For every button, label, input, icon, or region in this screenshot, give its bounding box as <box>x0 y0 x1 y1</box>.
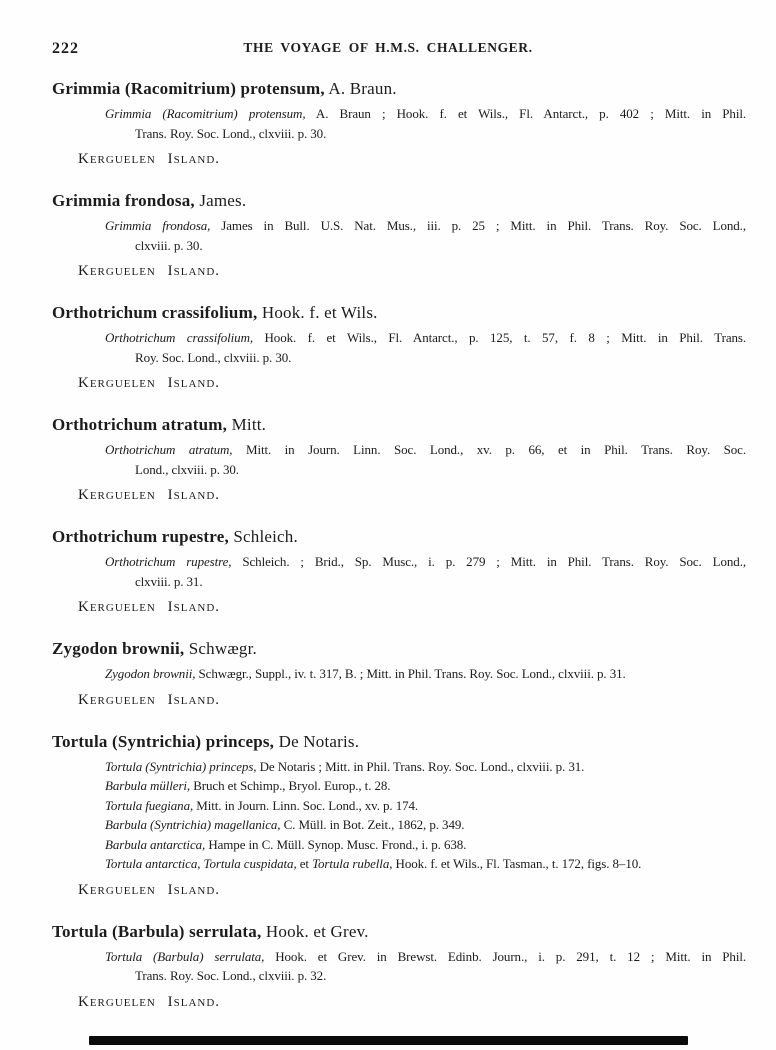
species-author: James. <box>194 191 247 210</box>
species-heading <box>52 638 746 660</box>
synonym-citations <box>52 216 746 255</box>
synonym-citation-line <box>52 216 746 236</box>
synonym-citation-line <box>52 552 746 572</box>
species-name: Orthotrichum rupestre, <box>52 527 229 546</box>
entries <box>52 78 746 1033</box>
taxon-name-italic: Orthotrichum rupestre, <box>105 554 232 569</box>
synonym-citations <box>52 552 746 591</box>
taxon-name-italic: Barbula (Syntrichia) magellanica, <box>105 817 281 832</box>
species-name: Orthotrichum crassifolium, <box>52 303 258 322</box>
species-author: Schwægr. <box>184 639 257 658</box>
citation-text: Lond., clxviii. p. 30. <box>135 461 239 477</box>
citation-text: Schleich. ; Brid., Sp. Musc., i. p. 279 ; Mitt. in Phil. Trans. Roy. Soc. Lond., <box>231 554 746 569</box>
species-heading <box>52 526 746 548</box>
synonym-citation-line <box>52 757 746 777</box>
synonym-citations <box>52 757 746 874</box>
taxon-name-italic: Tortula fuegiana, <box>105 797 194 813</box>
taxon-name-italic: Tortula rubella, <box>312 856 393 871</box>
synonym-citation-line <box>52 947 746 967</box>
citation-text: A. Braun ; Hook. f. et Wils., Fl. Antarct., p. 402 ; Mitt. in Phil. <box>305 106 747 121</box>
taxon-name-italic: Grimmia (Racomitrium) protensum, <box>105 106 306 121</box>
synonym-citation-line <box>52 124 746 144</box>
citation-text: Trans. Roy. Soc. Lond., clxviii. p. 32. <box>135 968 327 983</box>
species-heading <box>52 731 746 753</box>
species-name: Tortula (Syntrichia) princeps, <box>52 731 275 751</box>
species-heading <box>52 78 746 100</box>
species-author: Hook. f. et Wils. <box>257 303 378 322</box>
synonym-citation-line <box>52 572 746 592</box>
species-entry <box>52 302 746 393</box>
species-entry <box>52 190 746 281</box>
synonym-citation-line <box>52 236 746 256</box>
citation-text: James in Bull. U.S. Nat. Mus., iii. p. 25 ; Mitt. in Phil. Trans. Roy. Soc. Lond., <box>210 218 746 233</box>
locality-label: Kerguelen Island. <box>78 487 221 503</box>
synonym-citation-line <box>52 664 746 684</box>
synonym-citation-line <box>52 776 746 796</box>
locality-label: Kerguelen Island. <box>78 151 221 167</box>
locality-label: Kerguelen Island. <box>78 881 221 898</box>
species-entry <box>52 731 746 900</box>
citation-text: Schwægr., Suppl., iv. t. 317, B. ; Mitt. in Phil. Trans. Roy. Soc. Lond., clxviii. p. 31. <box>195 666 626 681</box>
taxon-name-italic: Tortula antarctica, Tortula cuspidata, <box>105 856 297 871</box>
page-number: 222 <box>52 40 79 57</box>
taxon-name-italic: Grimmia frondosa, <box>105 218 211 233</box>
running-header: THE VOYAGE OF H.M.S. CHALLENGER. <box>243 40 533 55</box>
citation-text: Hook. et Grev. in Brewst. Edinb. Journ., i. p. 291, t. 12 ; Mitt. in Phil. <box>264 948 746 964</box>
species-entry <box>52 414 746 505</box>
taxon-name-italic: Barbula antarctica, <box>105 836 206 852</box>
taxon-name-italic: Tortula (Barbula) serrulata, <box>105 948 265 964</box>
synonym-citation-line <box>52 854 746 874</box>
citation-text: Trans. Roy. Soc. Lond., clxviii. p. 30. <box>135 125 327 141</box>
species-author: Hook. et Grev. <box>261 921 369 941</box>
taxon-name-italic: Tortula (Syntrichia) princeps, <box>105 758 257 774</box>
species-author: Schleich. <box>228 527 298 546</box>
synonym-citations <box>52 104 746 143</box>
species-entry <box>52 526 746 617</box>
species-name: Zygodon brownii, <box>52 639 185 658</box>
species-entry <box>52 638 746 710</box>
synonym-citation-line <box>52 815 746 835</box>
citation-text: Mitt. in Journ. Linn. Soc. Lond., xv. p. 66, et in Phil. Trans. Roy. Soc. <box>232 442 746 457</box>
locality-label: Kerguelen Island. <box>78 263 221 279</box>
species-author: Mitt. <box>227 415 267 434</box>
citation-text: Mitt. in Journ. Linn. Soc. Lond., xv. p. 174. <box>193 797 419 813</box>
scan-artifact-bar <box>89 1036 688 1045</box>
species-heading <box>52 302 746 324</box>
species-heading <box>52 921 746 943</box>
citation-text: Hook. f. et Wils., Fl. Tasman., t. 172, figs. 8–10. <box>392 856 642 871</box>
synonym-citation-line <box>52 440 746 460</box>
species-name: Tortula (Barbula) serrulata, <box>52 921 262 941</box>
species-heading <box>52 414 746 436</box>
synonym-citation-line <box>52 328 746 348</box>
taxon-name-italic: Zygodon brownii, <box>105 666 196 681</box>
locality-label: Kerguelen Island. <box>78 375 221 391</box>
citation-text: clxviii. p. 31. <box>135 573 203 589</box>
synonym-citations <box>52 440 746 479</box>
species-name: Grimmia (Racomitrium) protensum, <box>52 79 325 98</box>
species-name: Orthotrichum atratum, <box>52 415 228 434</box>
citation-text: clxviii. p. 30. <box>135 237 203 253</box>
taxon-name-italic: Orthotrichum atratum, <box>105 442 233 457</box>
synonym-citation-line <box>52 835 746 855</box>
locality-label: Kerguelen Island. <box>78 993 221 1010</box>
species-author: A. Braun. <box>324 79 397 98</box>
citation-text: De Notaris ; Mitt. in Phil. Trans. Roy. Soc. Lond., clxviii. p. 31. <box>256 758 585 774</box>
synonym-citations <box>52 328 746 367</box>
locality-label: Kerguelen Island. <box>78 599 221 615</box>
citation-text: C. Müll. in Bot. Zeit., 1862, p. 349. <box>280 817 465 832</box>
taxon-name-italic: Barbula mülleri, <box>105 778 191 793</box>
species-entry <box>52 78 746 169</box>
synonym-citation-line <box>52 796 746 816</box>
species-name: Grimmia frondosa, <box>52 191 195 210</box>
synonym-citation-line <box>52 348 746 368</box>
locality-label: Kerguelen Island. <box>78 691 221 708</box>
synonym-citation-line <box>52 460 746 480</box>
species-heading <box>52 190 746 212</box>
taxon-name-italic: Orthotrichum crassifolium, <box>105 330 254 345</box>
citation-text: Bruch et Schimp., Bryol. Europ., t. 28. <box>190 778 391 793</box>
citation-text: et <box>296 856 313 871</box>
citation-text: Hampe in C. Müll. Synop. Musc. Frond., i. p. 638. <box>205 836 467 852</box>
species-entry <box>52 921 746 1012</box>
citation-text: Roy. Soc. Lond., clxviii. p. 30. <box>135 349 292 365</box>
synonym-citations <box>52 947 746 986</box>
synonym-citation-line <box>52 966 746 986</box>
citation-text: Hook. f. et Wils., Fl. Antarct., p. 125, t. 57, f. 8 ; Mitt. in Phil. Trans. <box>253 330 746 345</box>
synonym-citations <box>52 664 746 684</box>
page-header <box>0 40 776 60</box>
species-author: De Notaris. <box>274 731 360 751</box>
synonym-citation-line <box>52 104 746 124</box>
